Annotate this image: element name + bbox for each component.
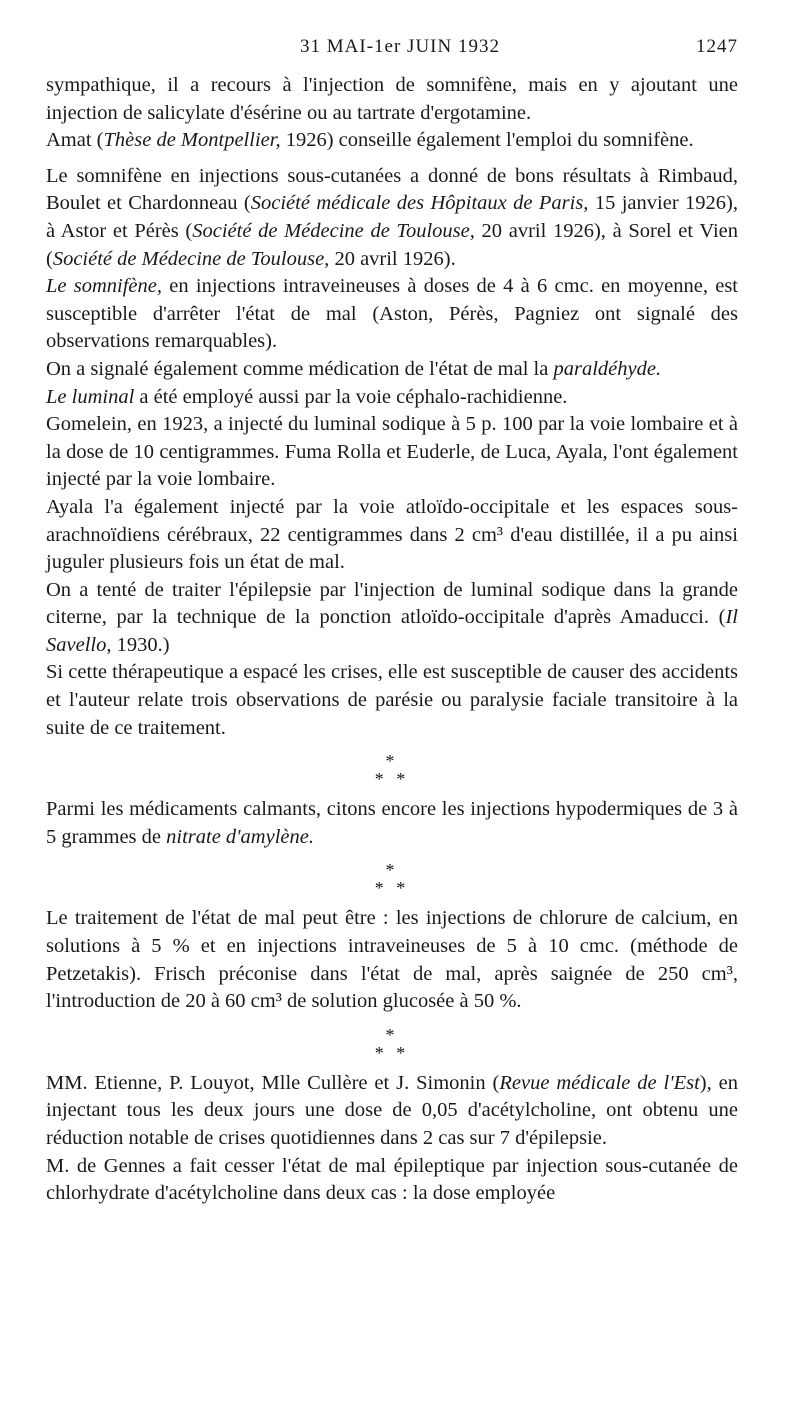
paragraph <box>46 494 738 577</box>
running-header <box>0 36 800 66</box>
text-run: 1930.) <box>111 633 170 656</box>
italic-text: Il Savello, <box>46 606 738 656</box>
text-run: Amat ( <box>46 129 104 152</box>
text-run: On a tenté de traiter l'épilepsie par l'injection de luminal sodique dans la grande citerne, par la technique de la ponction atloïdo-occipitale d'après Amaducci. ( <box>46 578 738 629</box>
paragraph <box>46 163 738 273</box>
paragraph <box>46 659 738 742</box>
text-run: en injections intraveineuses à doses de 4 à 6 cmc. en moyenne, est susceptible d'arrêter l'état de mal (Aston, Pérès, Pagniez ont signalé des observations remarquables). <box>46 275 738 353</box>
text-run: 20 avril 1926). <box>329 247 456 270</box>
italic-text: paraldéhyde. <box>553 357 662 380</box>
text-run: 20 avril 1926), à Sorel et Vien ( <box>46 219 739 270</box>
paragraph <box>46 796 738 851</box>
italic-text: Revue médicale de l'Est <box>499 1071 700 1094</box>
text-run: Le traitement de l'état de mal peut être : les injections de chlorure de calcium, en solutions à 5 % et en injections intraveineuses de 5 à 10 cmc. (méthode de Petzetakis). Frisch préconise dans l'état de mal, après saignée de 250 cm³, l'introduction de 20 à 60 cm³ de solution glucosée à 50 %. <box>46 907 738 1013</box>
text-run: 15 janvier 1926), à Astor et Pérès ( <box>46 192 738 242</box>
text-run: Le somnifène en injections sous-cutanées a donné de bons résultats à Rimbaud, Boulet et Chardonneau ( <box>46 164 738 215</box>
separator-stars: * * <box>374 878 410 899</box>
section-separator <box>46 1016 738 1070</box>
separator-stars: * * <box>374 769 410 790</box>
text-run: Si cette thérapeutique a espacé les crises, elle est susceptible de causer des accidents et l'auteur relate trois observations de parésie ou paralysie faciale transitoire à la suite de ce traitement. <box>46 661 738 739</box>
separator-star: * <box>385 751 399 772</box>
paragraph <box>46 1070 738 1153</box>
italic-text: Le somnifène, <box>46 275 163 298</box>
paragraph <box>46 411 738 494</box>
text-run: Gomelein, en 1923, a injecté du luminal sodique à 5 p. 100 par la voie lombaire et à la dose de 10 centigrammes. Fuma Rolla et Euderle, de Luca, Ayala, l'ont également injecté par la voie lombaire. <box>46 413 738 491</box>
text-run: a été employé aussi par la voie céphalo-rachidienne. <box>134 385 568 408</box>
italic-text: nitrate d'amylène. <box>166 825 314 848</box>
text-run: Parmi les médicaments calmants, citons encore les injections hypodermiques de 3 à 5 grammes de <box>46 798 738 848</box>
paragraph <box>46 905 738 1015</box>
paragraph <box>46 127 738 155</box>
text-run: M. de Gennes a fait cesser l'état de mal épileptique par injection sous-cutanée de chlorhydrate d'acétylcholine dans deux cas : la dose employée <box>46 1154 738 1205</box>
paragraph <box>46 273 738 356</box>
section-separator <box>46 851 738 905</box>
italic-text: Thèse de Montpellier, <box>103 129 281 152</box>
paragraph <box>46 356 738 384</box>
paragraph <box>46 72 738 127</box>
text-body <box>46 72 738 1208</box>
paragraph <box>46 1153 738 1208</box>
text-run: ), en injectant tous les deux jours une dose de 0,05 d'acétylcholine, ont obtenu une réduction notable de crises quotidiennes dans 2 cas sur 7 d'épilepsie. <box>46 1071 739 1149</box>
paragraph <box>46 577 738 660</box>
page-number: 1247 <box>696 36 738 57</box>
text-run: 1926) conseille également l'emploi du somnifène. <box>280 129 694 152</box>
separator-stars: * * <box>374 1042 410 1063</box>
text-run: On a signalé également comme médication de l'état de mal la <box>46 357 554 380</box>
text-run: Ayala l'a également injecté par la voie atloïdo-occipitale et les espaces sous-arachnoïdiens cérébraux, 22 centigrammes dans 2 cm³ d'eau distillée, il a pu ainsi juguler plusieurs fois un état de mal. <box>46 495 738 574</box>
header-date: 31 MAI-1er JUIN 1932 <box>300 36 500 57</box>
section-separator <box>46 742 738 796</box>
separator-star: * <box>385 1024 399 1045</box>
italic-text: Société médicale des Hôpitaux de Paris, <box>250 192 589 215</box>
separator-star: * <box>385 860 399 881</box>
text-run: MM. Etienne, P. Louyot, Mlle Cullère et J. Simonin ( <box>46 1071 500 1094</box>
italic-text: Le luminal <box>46 385 135 408</box>
paragraph <box>46 384 738 412</box>
italic-text: Société de Médecine de Toulouse, <box>192 219 475 242</box>
italic-text: Société de Médecine de Toulouse, <box>52 247 330 270</box>
text-run: sympathique, il a recours à l'injection de somnifène, mais en y ajoutant une injection de salicylate d'ésérine ou au tartrate d'ergotamine. <box>46 74 738 124</box>
